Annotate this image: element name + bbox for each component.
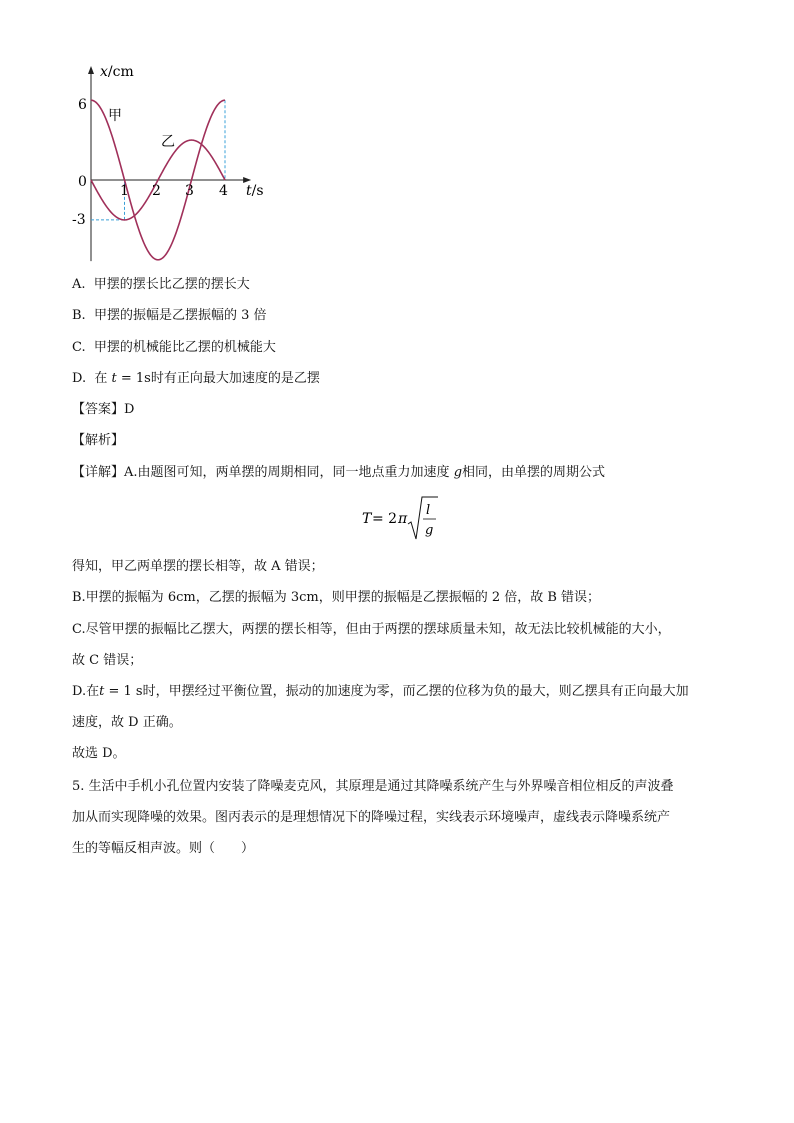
formula-eq: = 2 <box>372 511 398 527</box>
detail-line-4: C.尽管甲摆的振幅比乙摆大，两摆的摆长相等，但由于两摆的摆球质量未知，故无法比较机械能的大小， <box>72 622 671 637</box>
detail-line-6: D.在t = 1 s时，甲摆经过平衡位置，振动的加速度为零，而乙摆的位移为负的最大，则乙摆具有正向最大加 <box>72 684 689 699</box>
x-axis-label: t/s <box>246 183 264 199</box>
formula-den: g <box>425 523 434 538</box>
option-a: A. 甲摆的摆长比乙摆的摆长大 <box>72 277 250 292</box>
option-d: D. 在 t = 1s时有正向最大加速度的是乙摆 <box>72 371 320 386</box>
detail-line-2: 得知，甲乙两单摆的摆长相等，故 A 错误； <box>72 559 324 574</box>
period-formula <box>360 494 480 546</box>
option-b: B. 甲摆的振幅是乙摆振幅的 3 倍 <box>72 308 267 323</box>
question5-line-1: 5. 生活中手机小孔位置内安装了降噪麦克风，其原理是通过其降噪系统产生与外界噪音相位相反的声波叠 <box>72 779 674 794</box>
answer-line <box>72 402 134 418</box>
y-axis-arrow <box>88 66 94 74</box>
answer-label: 【答案】 <box>72 402 125 417</box>
detail-line-7: 速度，故 D 正确。 <box>72 715 182 730</box>
x-tick-1: 1 <box>120 183 129 199</box>
formula-num: l <box>426 503 431 518</box>
y-tick-neg3: -3 <box>72 212 86 228</box>
question5-line-2: 加从而实现降噪的效果。图丙表示的是理想情况下的降噪过程，实线表示环境噪声，虚线表示降噪系统产 <box>72 810 671 825</box>
y-axis-label: x/cm <box>100 64 134 80</box>
option-c: C. 甲摆的机械能比乙摆的机械能大 <box>72 340 276 355</box>
oscillation-graph <box>60 58 280 268</box>
detail-line-5: 故 C 错误； <box>72 653 143 668</box>
curve-label-yi: 乙 <box>161 134 175 150</box>
formula-pi: π <box>398 511 408 527</box>
answer-value: D <box>124 402 135 417</box>
y-tick-6: 6 <box>78 97 87 113</box>
curve-label-jia: 甲 <box>108 108 122 124</box>
detail-line-8: 故选 D。 <box>72 746 126 761</box>
formula-lhs: T <box>362 511 372 527</box>
analysis-label: 【解析】 <box>72 433 125 448</box>
origin-label: 0 <box>78 174 87 190</box>
x-tick-2: 2 <box>152 183 161 199</box>
detail-line-1: 【详解】A.由题图可知，两单摆的周期相同，同一地点重力加速度 g相同，由单摆的周期公式 <box>72 465 606 480</box>
question5-line-3: 生的等幅反相声波。则（ ） <box>72 841 255 856</box>
x-tick-4: 4 <box>219 183 228 199</box>
x-tick-3: 3 <box>185 183 194 199</box>
detail-line-3: B.甲摆的振幅为 6cm，乙摆的振幅为 3cm，则甲摆的振幅是乙摆振幅的 2 倍，故 B 错误； <box>72 590 601 605</box>
sqrt-sign <box>408 497 438 539</box>
